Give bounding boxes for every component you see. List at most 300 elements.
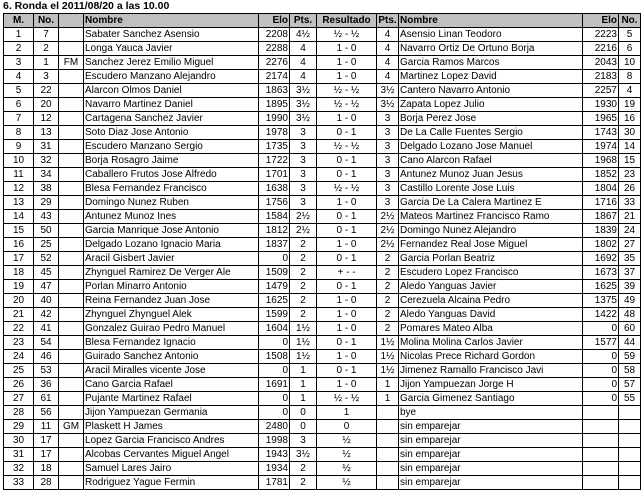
white-elo-cell: 1998 (259, 434, 290, 448)
white-title-cell (59, 364, 84, 378)
black-name-cell: Jijon Yampuezan Jorge H (399, 378, 583, 392)
board-number-cell: 3 (4, 56, 34, 70)
black-points-cell: 2 (377, 280, 399, 294)
white-points-cell: 3 (290, 182, 317, 196)
white-number-cell: 41 (34, 322, 59, 336)
table-row (4, 336, 641, 350)
result-cell: 1 - 0 (317, 308, 377, 322)
black-points-cell: 3½ (377, 98, 399, 112)
black-elo-cell: 1974 (583, 140, 619, 154)
result-cell: ½ - ½ (317, 98, 377, 112)
white-name-cell: Blesa Fernandez Francisco (84, 182, 259, 196)
white-name-cell: Caballero Frutos Jose Alfredo (84, 168, 259, 182)
black-elo-cell (583, 434, 619, 448)
col-header-board: M. (4, 14, 34, 28)
white-number-cell: 38 (34, 182, 59, 196)
result-cell: 0 - 1 (317, 168, 377, 182)
black-number-cell: 6 (619, 42, 641, 56)
result-cell: 1 - 0 (317, 112, 377, 126)
white-number-cell: 2 (34, 42, 59, 56)
result-cell: 1 - 0 (317, 294, 377, 308)
black-name-cell: Aledo Yanguas David (399, 308, 583, 322)
black-number-cell: 21 (619, 210, 641, 224)
white-elo-cell: 1895 (259, 98, 290, 112)
white-title-cell (59, 322, 84, 336)
result-cell: 1 - 0 (317, 378, 377, 392)
white-elo-cell: 1863 (259, 84, 290, 98)
white-points-cell: 3 (290, 168, 317, 182)
white-points-cell: 2 (290, 308, 317, 322)
black-name-cell: Antunez Munoz Juan Jesus (399, 168, 583, 182)
white-elo-cell: 0 (259, 406, 290, 420)
board-number-cell: 19 (4, 280, 34, 294)
black-number-cell: 14 (619, 140, 641, 154)
black-number-cell: 16 (619, 112, 641, 126)
black-points-cell: 3 (377, 126, 399, 140)
white-title-cell (59, 350, 84, 364)
white-elo-cell: 2208 (259, 28, 290, 42)
board-number-cell: 21 (4, 308, 34, 322)
table-row (4, 294, 641, 308)
black-number-cell: 30 (619, 126, 641, 140)
white-elo-cell: 2288 (259, 42, 290, 56)
black-number-cell: 5 (619, 28, 641, 42)
black-name-cell: Fernandez Real Jose Miguel (399, 238, 583, 252)
white-points-cell: 4½ (290, 28, 317, 42)
black-number-cell: 15 (619, 154, 641, 168)
col-header-elo-black: Elo (583, 14, 619, 28)
table-row (4, 252, 641, 266)
black-points-cell: 2 (377, 308, 399, 322)
white-name-cell: Guirado Sanchez Antonio (84, 350, 259, 364)
white-points-cell: 4 (290, 70, 317, 84)
white-elo-cell: 1934 (259, 462, 290, 476)
black-points-cell: 1½ (377, 364, 399, 378)
white-elo-cell: 1735 (259, 140, 290, 154)
black-number-cell (619, 406, 641, 420)
white-title-cell (59, 266, 84, 280)
white-number-cell: 40 (34, 294, 59, 308)
board-number-cell: 20 (4, 294, 34, 308)
result-cell: 0 - 1 (317, 154, 377, 168)
black-elo-cell: 2257 (583, 84, 619, 98)
white-name-cell: Garcia Manrique Jose Antonio (84, 224, 259, 238)
white-number-cell: 45 (34, 266, 59, 280)
black-points-cell: 1 (377, 378, 399, 392)
white-name-cell: Aracil Miralles vicente Jose (84, 364, 259, 378)
black-elo-cell: 1852 (583, 168, 619, 182)
black-points-cell: 3 (377, 168, 399, 182)
result-cell: ½ - ½ (317, 182, 377, 196)
black-points-cell: 2½ (377, 224, 399, 238)
board-number-cell: 32 (4, 462, 34, 476)
white-points-cell: 2½ (290, 224, 317, 238)
black-number-cell: 39 (619, 280, 641, 294)
black-name-cell: Garcia Ramos Marcos (399, 56, 583, 70)
black-points-cell: 4 (377, 70, 399, 84)
table-row (4, 238, 641, 252)
black-elo-cell (583, 420, 619, 434)
white-title-cell (59, 224, 84, 238)
board-number-cell: 4 (4, 70, 34, 84)
white-number-cell: 47 (34, 280, 59, 294)
white-title-cell (59, 112, 84, 126)
black-points-cell: 3 (377, 154, 399, 168)
white-name-cell: Aracil Gisbert Javier (84, 252, 259, 266)
white-elo-cell: 1812 (259, 224, 290, 238)
board-number-cell: 8 (4, 126, 34, 140)
col-header-result: Resultado (317, 14, 377, 28)
board-number-cell: 18 (4, 266, 34, 280)
white-points-cell: 0 (290, 406, 317, 420)
board-number-cell: 12 (4, 182, 34, 196)
white-name-cell: Blesa Fernandez Ignacio (84, 336, 259, 350)
white-name-cell: Cartagena Sanchez Javier (84, 112, 259, 126)
table-row (4, 322, 641, 336)
white-name-cell: Alcobas Cervantes Miguel Angel (84, 448, 259, 462)
white-points-cell: 1½ (290, 336, 317, 350)
white-title-cell (59, 196, 84, 210)
black-points-cell: 2 (377, 266, 399, 280)
white-name-cell: Escudero Manzano Sergio (84, 140, 259, 154)
black-elo-cell: 1577 (583, 336, 619, 350)
white-elo-cell: 1625 (259, 294, 290, 308)
black-elo-cell (583, 448, 619, 462)
white-points-cell: 1½ (290, 350, 317, 364)
white-elo-cell: 1599 (259, 308, 290, 322)
table-row (4, 448, 641, 462)
white-points-cell: 3 (290, 154, 317, 168)
white-points-cell: 2 (290, 294, 317, 308)
col-header-number-white: No. (34, 14, 59, 28)
black-number-cell: 26 (619, 182, 641, 196)
black-elo-cell (583, 406, 619, 420)
result-cell: 1 (317, 406, 377, 420)
white-elo-cell: 1701 (259, 168, 290, 182)
white-number-cell: 3 (34, 70, 59, 84)
black-number-cell: 4 (619, 84, 641, 98)
table-row (4, 126, 641, 140)
pairings-table (3, 13, 641, 490)
black-elo-cell: 0 (583, 364, 619, 378)
white-number-cell: 1 (34, 56, 59, 70)
white-title-cell (59, 98, 84, 112)
white-name-cell: Soto Diaz Jose Antonio (84, 126, 259, 140)
table-row (4, 224, 641, 238)
table-row (4, 154, 641, 168)
white-number-cell: 31 (34, 140, 59, 154)
black-number-cell: 59 (619, 350, 641, 364)
white-number-cell: 17 (34, 448, 59, 462)
black-points-cell: 4 (377, 28, 399, 42)
white-name-cell: Antunez Munoz Ines (84, 210, 259, 224)
black-elo-cell: 0 (583, 392, 619, 406)
white-title-cell (59, 252, 84, 266)
black-name-cell: Navarro Ortiz De Ortuno Borja (399, 42, 583, 56)
black-name-cell: Martinez Lopez David (399, 70, 583, 84)
black-points-cell: 1½ (377, 350, 399, 364)
board-number-cell: 27 (4, 392, 34, 406)
black-points-cell: 2 (377, 322, 399, 336)
table-row (4, 28, 641, 42)
white-name-cell: Borja Rosagro Jaime (84, 154, 259, 168)
result-cell: ½ (317, 434, 377, 448)
white-number-cell: 12 (34, 112, 59, 126)
white-elo-cell: 1781 (259, 476, 290, 490)
table-row (4, 84, 641, 98)
black-name-cell: Aledo Yanguas Javier (399, 280, 583, 294)
table-row (4, 392, 641, 406)
black-points-cell (377, 420, 399, 434)
white-points-cell: 1 (290, 392, 317, 406)
black-number-cell (619, 448, 641, 462)
white-name-cell: Escudero Manzano Alejandro (84, 70, 259, 84)
white-title-cell (59, 182, 84, 196)
white-title-cell (59, 280, 84, 294)
result-cell: 1 - 0 (317, 238, 377, 252)
white-points-cell: 3½ (290, 98, 317, 112)
white-title-cell (59, 392, 84, 406)
black-number-cell: 24 (619, 224, 641, 238)
result-cell: 1 - 0 (317, 196, 377, 210)
white-name-cell: Gonzalez Guirao Pedro Manuel (84, 322, 259, 336)
black-elo-cell: 0 (583, 350, 619, 364)
table-row (4, 70, 641, 84)
black-number-cell: 49 (619, 294, 641, 308)
table-row (4, 42, 641, 56)
white-title-cell (59, 308, 84, 322)
black-points-cell (377, 448, 399, 462)
white-points-cell: 1 (290, 378, 317, 392)
table-row (4, 378, 641, 392)
white-points-cell: 3½ (290, 84, 317, 98)
black-number-cell (619, 434, 641, 448)
black-number-cell: 44 (619, 336, 641, 350)
board-number-cell: 33 (4, 476, 34, 490)
black-elo-cell: 0 (583, 378, 619, 392)
white-title-cell (59, 434, 84, 448)
white-elo-cell: 1508 (259, 350, 290, 364)
white-points-cell: 2½ (290, 210, 317, 224)
black-points-cell: 2 (377, 252, 399, 266)
black-points-cell: 3 (377, 196, 399, 210)
white-points-cell: 3 (290, 126, 317, 140)
black-points-cell: 3 (377, 182, 399, 196)
black-points-cell (377, 406, 399, 420)
black-name-cell: Nicolas Prece Richard Gordon (399, 350, 583, 364)
black-name-cell: Cano Alarcon Rafael (399, 154, 583, 168)
white-title-cell (59, 168, 84, 182)
white-number-cell: 43 (34, 210, 59, 224)
black-name-cell: Garcia Porlan Beatriz (399, 252, 583, 266)
black-elo-cell: 2183 (583, 70, 619, 84)
white-number-cell: 11 (34, 420, 59, 434)
table-row (4, 196, 641, 210)
white-name-cell: Longa Yauca Javier (84, 42, 259, 56)
board-number-cell: 25 (4, 364, 34, 378)
board-number-cell: 23 (4, 336, 34, 350)
board-number-cell: 7 (4, 112, 34, 126)
black-number-cell: 33 (619, 196, 641, 210)
white-name-cell: Zhynguel Ramirez De Verger Ale (84, 266, 259, 280)
black-name-cell: Castillo Lorente Jose Luis (399, 182, 583, 196)
result-cell: 0 (317, 420, 377, 434)
black-number-cell: 57 (619, 378, 641, 392)
result-cell: 0 - 1 (317, 252, 377, 266)
white-name-cell: Plaskett H James (84, 420, 259, 434)
board-number-cell: 26 (4, 378, 34, 392)
white-points-cell: 3 (290, 196, 317, 210)
black-points-cell: 1 (377, 392, 399, 406)
result-cell: 0 - 1 (317, 336, 377, 350)
black-points-cell (377, 462, 399, 476)
black-name-cell: Escudero Lopez Francisco (399, 266, 583, 280)
col-header-points-black: Pts. (378, 14, 397, 26)
black-elo-cell: 1716 (583, 196, 619, 210)
black-points-cell: 4 (377, 56, 399, 70)
white-number-cell: 56 (34, 406, 59, 420)
black-number-cell: 48 (619, 308, 641, 322)
result-cell: 0 - 1 (317, 224, 377, 238)
result-cell: 1 - 0 (317, 70, 377, 84)
white-elo-cell: 1584 (259, 210, 290, 224)
black-elo-cell: 2043 (583, 56, 619, 70)
white-name-cell: Jijon Yampuezan Germania (84, 406, 259, 420)
table-row (4, 210, 641, 224)
black-name-cell: Mateos Martinez Francisco Ramo (399, 210, 583, 224)
board-number-cell: 9 (4, 140, 34, 154)
white-points-cell: 2 (290, 252, 317, 266)
black-elo-cell: 1839 (583, 224, 619, 238)
black-name-cell: sin emparejar (399, 420, 583, 434)
black-number-cell: 27 (619, 238, 641, 252)
result-cell: ½ - ½ (317, 28, 377, 42)
board-number-cell: 10 (4, 154, 34, 168)
white-title-cell (59, 154, 84, 168)
black-points-cell (377, 434, 399, 448)
table-row (4, 98, 641, 112)
header-row (4, 14, 641, 28)
white-points-cell: 4 (290, 42, 317, 56)
white-points-cell: 2 (290, 280, 317, 294)
col-header-title-white (59, 14, 84, 28)
black-number-cell: 35 (619, 252, 641, 266)
black-points-cell: 4 (377, 42, 399, 56)
white-name-cell: Rodriguez Yague Fermin (84, 476, 259, 490)
col-header-name-white: Nombre (84, 14, 259, 28)
white-points-cell: 1½ (290, 322, 317, 336)
black-number-cell: 10 (619, 56, 641, 70)
black-elo-cell: 1804 (583, 182, 619, 196)
white-elo-cell: 0 (259, 364, 290, 378)
black-elo-cell (583, 462, 619, 476)
black-number-cell: 60 (619, 322, 641, 336)
table-row (4, 434, 641, 448)
white-number-cell: 52 (34, 252, 59, 266)
table-row (4, 364, 641, 378)
board-number-cell: 30 (4, 434, 34, 448)
white-number-cell: 17 (34, 434, 59, 448)
white-number-cell: 36 (34, 378, 59, 392)
col-header-number-black: No. (619, 14, 641, 28)
white-points-cell: 3 (290, 140, 317, 154)
black-name-cell: Borja Perez Jose (399, 112, 583, 126)
black-number-cell: 58 (619, 364, 641, 378)
black-number-cell: 19 (619, 98, 641, 112)
white-elo-cell: 1691 (259, 378, 290, 392)
white-number-cell: 42 (34, 308, 59, 322)
board-number-cell: 14 (4, 210, 34, 224)
black-name-cell: Domingo Nunez Alejandro (399, 224, 583, 238)
result-cell: ½ - ½ (317, 84, 377, 98)
pairings-body (4, 28, 641, 490)
black-elo-cell: 1692 (583, 252, 619, 266)
white-points-cell: 3½ (290, 112, 317, 126)
white-title-cell (59, 238, 84, 252)
result-cell: + - - (317, 266, 377, 280)
black-name-cell: Zapata Lopez Julio (399, 98, 583, 112)
white-title-cell (59, 70, 84, 84)
board-number-cell: 17 (4, 252, 34, 266)
white-name-cell: Pujante Martinez Rafael (84, 392, 259, 406)
white-number-cell: 32 (34, 154, 59, 168)
white-name-cell: Cano Garcia Rafael (84, 378, 259, 392)
white-elo-cell: 1943 (259, 448, 290, 462)
result-cell: 0 - 1 (317, 364, 377, 378)
white-points-cell: 0 (290, 420, 317, 434)
white-number-cell: 7 (34, 28, 59, 42)
white-name-cell: Porlan Minarro Antonio (84, 280, 259, 294)
table-row (4, 168, 641, 182)
table-row (4, 56, 641, 70)
black-name-cell: Pomares Mateo Alba (399, 322, 583, 336)
white-number-cell: 29 (34, 196, 59, 210)
result-cell: ½ - ½ (317, 140, 377, 154)
table-row (4, 140, 641, 154)
black-points-cell: 3 (377, 140, 399, 154)
white-title-cell (59, 476, 84, 490)
black-elo-cell: 1965 (583, 112, 619, 126)
white-number-cell: 28 (34, 476, 59, 490)
white-elo-cell: 1990 (259, 112, 290, 126)
white-elo-cell: 1479 (259, 280, 290, 294)
white-number-cell: 50 (34, 224, 59, 238)
board-number-cell: 1 (4, 28, 34, 42)
table-row (4, 308, 641, 322)
black-elo-cell: 1375 (583, 294, 619, 308)
white-number-cell: 13 (34, 126, 59, 140)
result-cell: 1 - 0 (317, 350, 377, 364)
black-name-cell: Garcia Gimenez Santiago (399, 392, 583, 406)
white-elo-cell: 0 (259, 336, 290, 350)
board-number-cell: 13 (4, 196, 34, 210)
white-title-cell (59, 462, 84, 476)
black-elo-cell: 1930 (583, 98, 619, 112)
white-elo-cell: 1638 (259, 182, 290, 196)
board-number-cell: 16 (4, 238, 34, 252)
board-number-cell: 15 (4, 224, 34, 238)
black-name-cell: Delgado Lozano Jose Manuel (399, 140, 583, 154)
board-number-cell: 22 (4, 322, 34, 336)
black-name-cell: Jimenez Ramallo Francisco Javi (399, 364, 583, 378)
white-elo-cell: 1978 (259, 126, 290, 140)
black-elo-cell: 2216 (583, 42, 619, 56)
white-elo-cell: 0 (259, 392, 290, 406)
white-points-cell: 3 (290, 434, 317, 448)
black-elo-cell: 2223 (583, 28, 619, 42)
white-title-cell (59, 42, 84, 56)
white-number-cell: 22 (34, 84, 59, 98)
